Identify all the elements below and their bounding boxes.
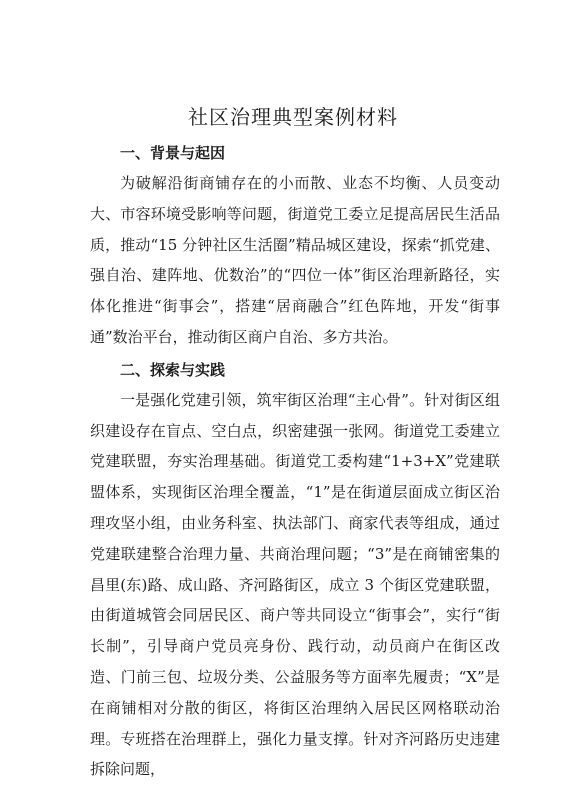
section-heading-background: 一、背景与起因 xyxy=(120,144,226,162)
section-paragraph-background: 为破解沿街商铺存在的小而散、业态不均衡、人员变动大、市容环境受影响等问题，街道党工委立足提高居民生活品质，推动“15 分钟社区生活圈”精品城区建设，探索“抓党建、强自治、建阵地、优数治”的“四位一体”街区治理新路径，实体化推进“街事会”，搭建“居商融合”红色阵地，开发“街事通”数治平台，推动街区商户自治、多方共治。 xyxy=(90,174,500,346)
section-paragraph-practice: 一是强化党建引领，筑牢街区治理“主心骨”。针对街区组织建设存在盲点、空白点，织密建强一张网。街道党工委建立党建联盟，夯实治理基础。街道党工委构建“1+3+X”党建联盟体系，实现街区治理全覆盖，“1”是在街道层面成立街区治理攻坚小组，由业务科室、执法部门、商家代表等组成，通过党建联建整合治理力量、共商治理问题；“3”是在商铺密集的昌里(东)路、成山路、齐河路街区，成立 3 个街区党建联盟，由街道城管会同居民区、商户等共同设立“街事会”，实行“街长制”，引导商户党员亮身份、践行动，动员商户在街区改造、门前三包、垃圾分类、公益服务等方面率先履责；“X”是在商铺相对分散的街区，将街区治理纳入居民区网格联动治理。专班搭在治理群上，强化力量支撑。针对齐河路历史违建拆除问题， xyxy=(90,390,500,779)
document-body xyxy=(90,138,500,785)
section-heading-practice: 二、探索与实践 xyxy=(120,360,226,379)
document-title: 社区治理典型案例材料 xyxy=(188,105,398,129)
